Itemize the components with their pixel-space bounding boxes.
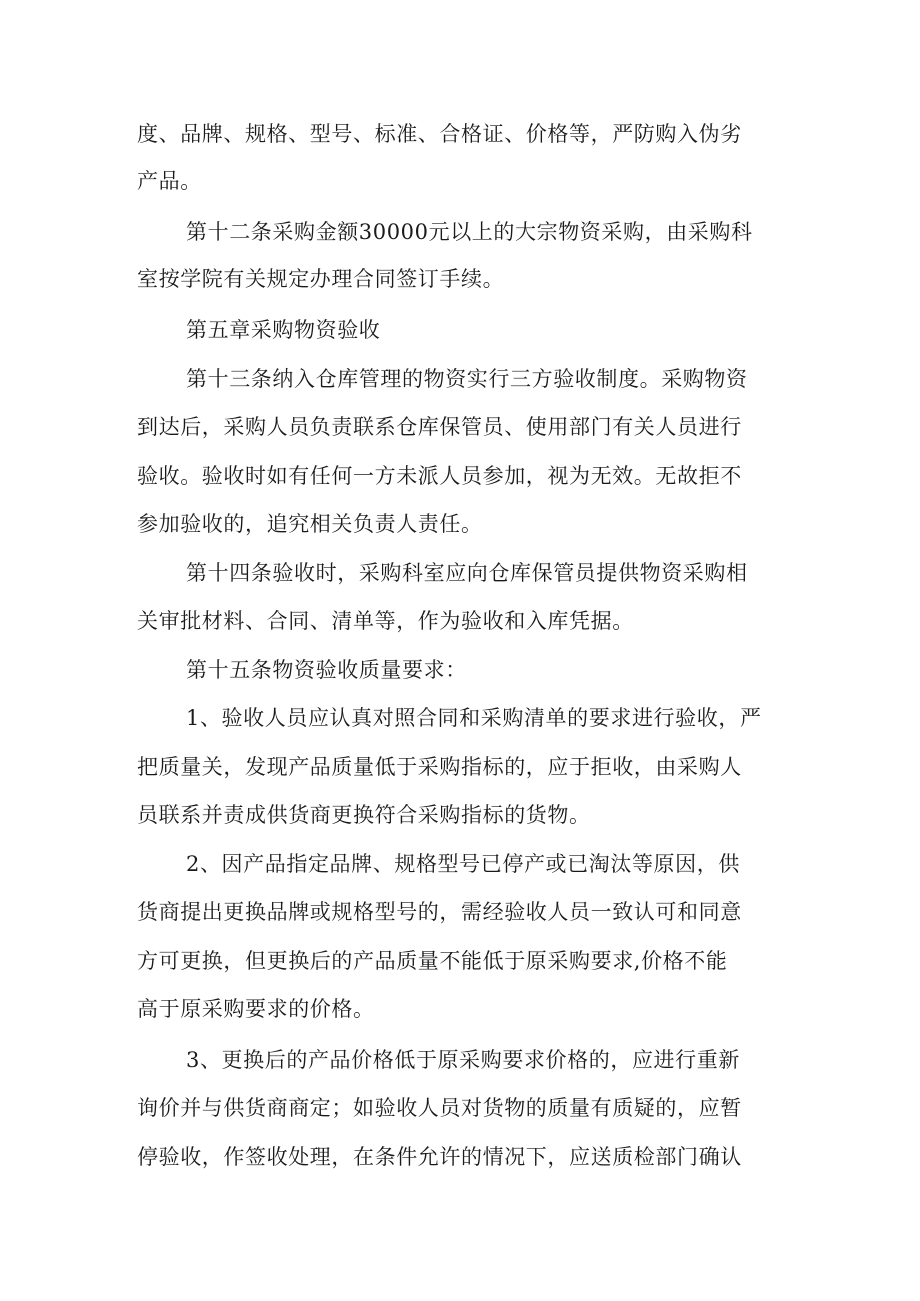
text-line: 1、验收人员应认真对照合同和采购清单的要求进行验收，严 <box>186 706 762 730</box>
text-line: 第十五条物资验收质量要求： <box>186 658 467 682</box>
text-line: 验收。验收时如有任何一方未派人员参加，视为无效。无故拒不 <box>137 464 742 488</box>
text-line: 度、品牌、规格、型号、标准、合格证、价格等，严防购入伪劣 <box>137 122 742 146</box>
text-line: 员联系并责成供货商更换符合采购指标的货物。 <box>137 803 591 827</box>
text-line: 停验收，作签收处理，在条件允许的情况下，应送质检部门确认 <box>137 1145 742 1169</box>
text-line: 货商提出更换品牌或规格型号的，需经验收人员一致认可和同意 <box>137 900 742 924</box>
text-line: 到达后，采购人员负责联系仓库保管员、使用部门有关人员进行 <box>137 415 742 439</box>
text-line: 方可更换，但更换后的产品质量不能低于原采购要求,价格不能 <box>137 949 728 973</box>
text-line: 把质量关，发现产品质量低于采购指标的，应于拒收，由采购人 <box>137 755 742 779</box>
text-line: 产品。 <box>137 169 202 193</box>
text-line: 第十二条采购金额30000元以上的大宗物资采购，由采购科 <box>186 220 753 244</box>
text-line: 高于原采购要求的价格。 <box>137 997 375 1021</box>
text-line: 2、因产品指定品牌、规格型号已停产或已淘汰等原因，供 <box>186 852 740 876</box>
text-line: 第十四条验收时，采购科室应向仓库保管员提供物资采购相 <box>186 561 748 585</box>
text-line: 3、更换后的产品价格低于原采购要求价格的，应进行重新 <box>186 1048 740 1072</box>
section-heading: 第五章采购物资验收 <box>186 318 381 342</box>
text-line: 参加验收的，追究相关负责人责任。 <box>137 512 483 536</box>
text-line: 询价并与供货商商定；如验收人员对货物的质量有质疑的，应暂 <box>137 1096 742 1120</box>
text-line: 关审批材料、合同、清单等，作为验收和入库凭据。 <box>137 609 634 633</box>
text-line: 第十三条纳入仓库管理的物资实行三方验收制度。采购物资 <box>186 367 748 391</box>
text-line: 室按学院有关规定办理合同签订手续。 <box>137 267 505 291</box>
